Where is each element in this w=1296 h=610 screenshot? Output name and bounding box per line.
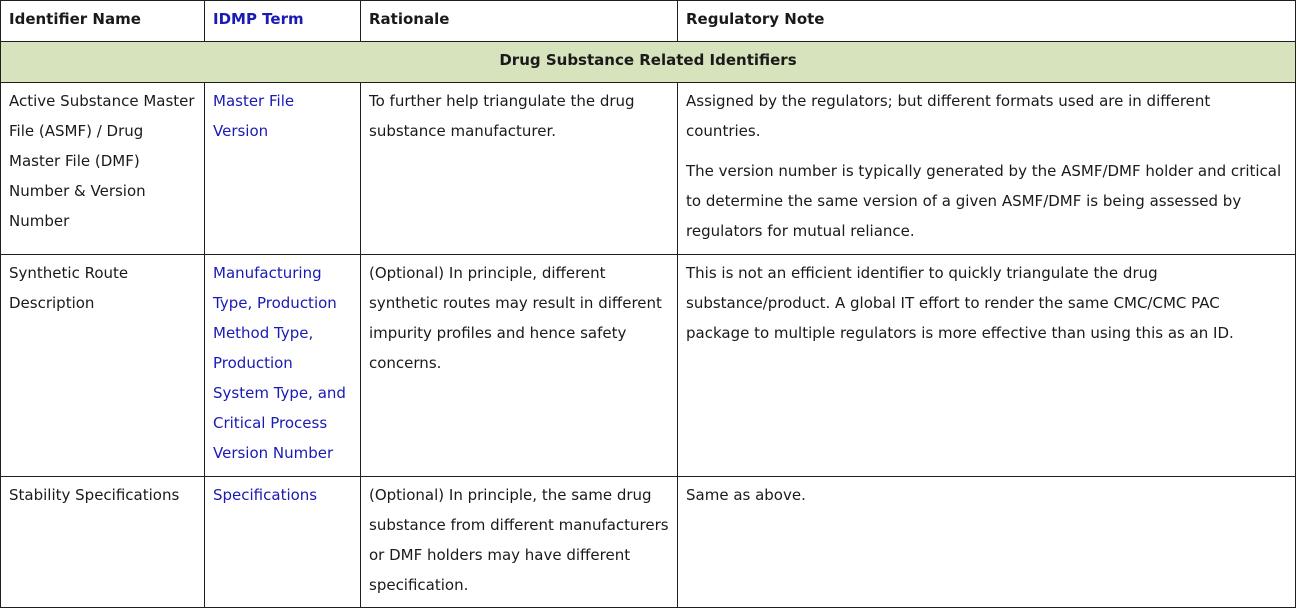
idmp-term-cell: Specifications: [205, 477, 361, 608]
header-row: [1, 1, 1296, 42]
rationale-cell: (Optional) In principle, different synthetic routes may result in different impurity profiles and hence safety concerns.: [361, 255, 678, 477]
idmp-term-cell: Manufacturing Type, Production Method Type, Production System Type, and Critical Process Version Number: [205, 255, 361, 477]
regulatory-note-paragraph: Same as above.: [686, 486, 806, 504]
rationale-cell: (Optional) In principle, the same drug substance from different manufacturers or DMF holders may have different specification.: [361, 477, 678, 608]
table-row: [1, 255, 1296, 477]
regulatory-note-paragraph: The version number is typically generated by the ASMF/DMF holder and critical to determine the same version of a given ASMF/DMF is being assessed by regulators for mutual reliance.: [686, 162, 1282, 240]
section-title: Drug Substance Related Identifiers: [1, 42, 1296, 83]
header-regulatory-note: Regulatory Note: [678, 1, 1296, 42]
regulatory-note-paragraph: Assigned by the regulators; but different formats used are in different countries.: [686, 92, 1211, 140]
regulatory-note-paragraph: This is not an efficient identifier to quickly triangulate the drug substance/product. A global IT effort to render the same CMC/CMC PAC package to multiple regulators is more effective than using this as an ID.: [686, 264, 1234, 342]
identifier-name-cell: Active Substance Master File (ASMF) / Drug Master File (DMF) Number & Version Number: [1, 83, 205, 255]
regulatory-note-cell: [678, 83, 1296, 255]
table-row: [1, 83, 1296, 255]
header-rationale: Rationale: [361, 1, 678, 42]
idmp-term-cell: Master File Version: [205, 83, 361, 255]
regulatory-note-cell: [678, 477, 1296, 608]
header-idmp-term: IDMP Term: [205, 1, 361, 42]
identifier-name-cell: Stability Specifications: [1, 477, 205, 608]
table-row: [1, 477, 1296, 608]
rationale-cell: To further help triangulate the drug substance manufacturer.: [361, 83, 678, 255]
regulatory-note-cell: [678, 255, 1296, 477]
identifier-name-cell: Synthetic Route Description: [1, 255, 205, 477]
section-row: [1, 42, 1296, 83]
header-identifier-name: Identifier Name: [1, 1, 205, 42]
